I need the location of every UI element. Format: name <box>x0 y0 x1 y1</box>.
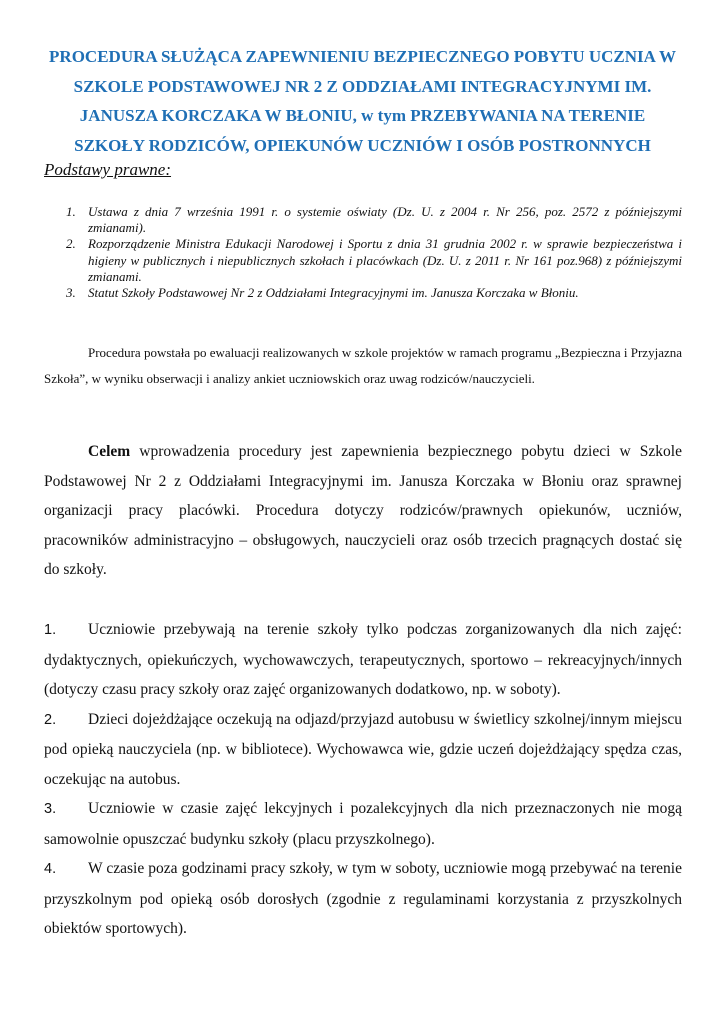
rule-number: 3. <box>44 801 57 817</box>
rule-item <box>44 705 682 795</box>
rule-number: 4. <box>44 861 57 877</box>
legal-basis-item <box>60 285 682 301</box>
legal-basis-item <box>60 236 682 285</box>
rule-text: Dzieci dojeżdżające oczekują na odjazd/przyjazd autobusu w świetlicy szkolnej/innym miejscu pod opieką nauczyciela (np. w bibliotece). Wychowawca wie, gdzie uczeń dojeżdżający spędza czas, oczekując na autobus. <box>44 710 682 788</box>
legal-basis-number: 2. <box>66 236 76 252</box>
goal-bold-word: Celem <box>88 443 131 460</box>
legal-basis-heading: Podstawy prawne: <box>44 160 172 179</box>
legal-basis-text: Rozporządzenie Ministra Edukacji Narodowej i Sportu z dnia 31 grudnia 2002 r. w sprawie bezpieczeństwa i higieny w publicznych i niepublicznych szkołach i placówkach (Dz. U. z 2011 r. Nr 161 poz.968) z późniejszymi zmianami. <box>88 236 682 284</box>
title-line <box>40 101 685 131</box>
goal-text: wprowadzenia procedury jest zapewnienia bezpiecznego pobytu dzieci w Szkole Podstawowej Nr 2 z Oddziałami Integracyjnymi im. Janusza Korczaka w Błoniu oraz sprawnej organizacji pracy placówki. Procedura dotyczy rodziców/prawnych opiekunów, uczniów, pracowników administracyjno – obsługowych, nauczycieli oraz osób trzecich pragnących dostać się do szkoły. <box>44 443 682 578</box>
rule-item <box>44 854 682 944</box>
rule-text: Uczniowie w czasie zajęć lekcyjnych i pozalekcyjnych dla nich przeznaczonych nie mogą samowolnie opuszczać budynku szkoły (placu przyszkolnego). <box>44 800 682 848</box>
title-segment: JANUSZA KORCZAKA W BŁONIU, <box>79 106 357 125</box>
title-line: SZKOLE PODSTAWOWEJ NR 2 Z ODDZIAŁAMI INTEGRACYJNYMI IM. <box>73 76 652 96</box>
rule-item <box>44 615 682 705</box>
legal-basis-list <box>60 204 682 301</box>
rules-list <box>44 615 682 944</box>
rule-text: Uczniowie przebywają na terenie szkoły tylko podczas zorganizowanych dla nich zajęć: dydaktycznych, opiekuńczych, wychowawczych, terapeutycznych, sportowo – rekreacyjnych/innych (dotyczy czasu pracy szkoły oraz zajęć organizowanych dodatkowo, np. w soboty). <box>44 621 682 698</box>
rule-item <box>44 794 682 854</box>
title-segment: PRZEBYWANIA NA TERENIE <box>410 106 646 125</box>
rule-number: 1. <box>44 622 57 638</box>
legal-basis-text: Statut Szkoły Podstawowej Nr 2 z Oddziałami Integracyjnymi im. Janusza Korczaka w Błoniu. <box>88 285 579 301</box>
legal-basis-number: 1. <box>66 204 76 219</box>
rule-text: W czasie poza godzinami pracy szkoły, w tym w soboty, uczniowie mogą przebywać na terenie przyszkolnym pod opieką osób dorosłych (zgodnie z regulaminami korzystania z przyszkolnych obiektów sportowych). <box>44 860 682 937</box>
goal-paragraph <box>44 437 682 585</box>
rule-number: 2. <box>44 711 57 728</box>
title-line: SZKOŁY RODZICÓW, OPIEKUNÓW UCZNIÓW I OSÓB POSTRONNYCH <box>74 135 651 155</box>
intro-paragraph: Procedura powstała po ewaluacji realizowanych w szkole projektów w ramach programu „Bezpieczna i Przyjazna Szkoła”, w wyniku obserwacji i analizy ankiet uczniowskich oraz uwag rodziców/nauczycieli. <box>44 345 682 386</box>
legal-basis-text: Ustawa z dnia 7 września 1991 r. o systemie oświaty (Dz. U. z 2004 r. Nr 256, poz. 2572 z późniejszymi zmianami). <box>88 204 682 236</box>
legal-basis-item <box>60 204 682 236</box>
document-title <box>40 42 685 160</box>
legal-basis-number: 3. <box>66 285 76 301</box>
title-line: PROCEDURA SŁUŻĄCA ZAPEWNIENIU BEZPIECZNEGO POBYTU UCZNIA W <box>49 47 676 66</box>
title-segment: w tym <box>356 106 411 125</box>
